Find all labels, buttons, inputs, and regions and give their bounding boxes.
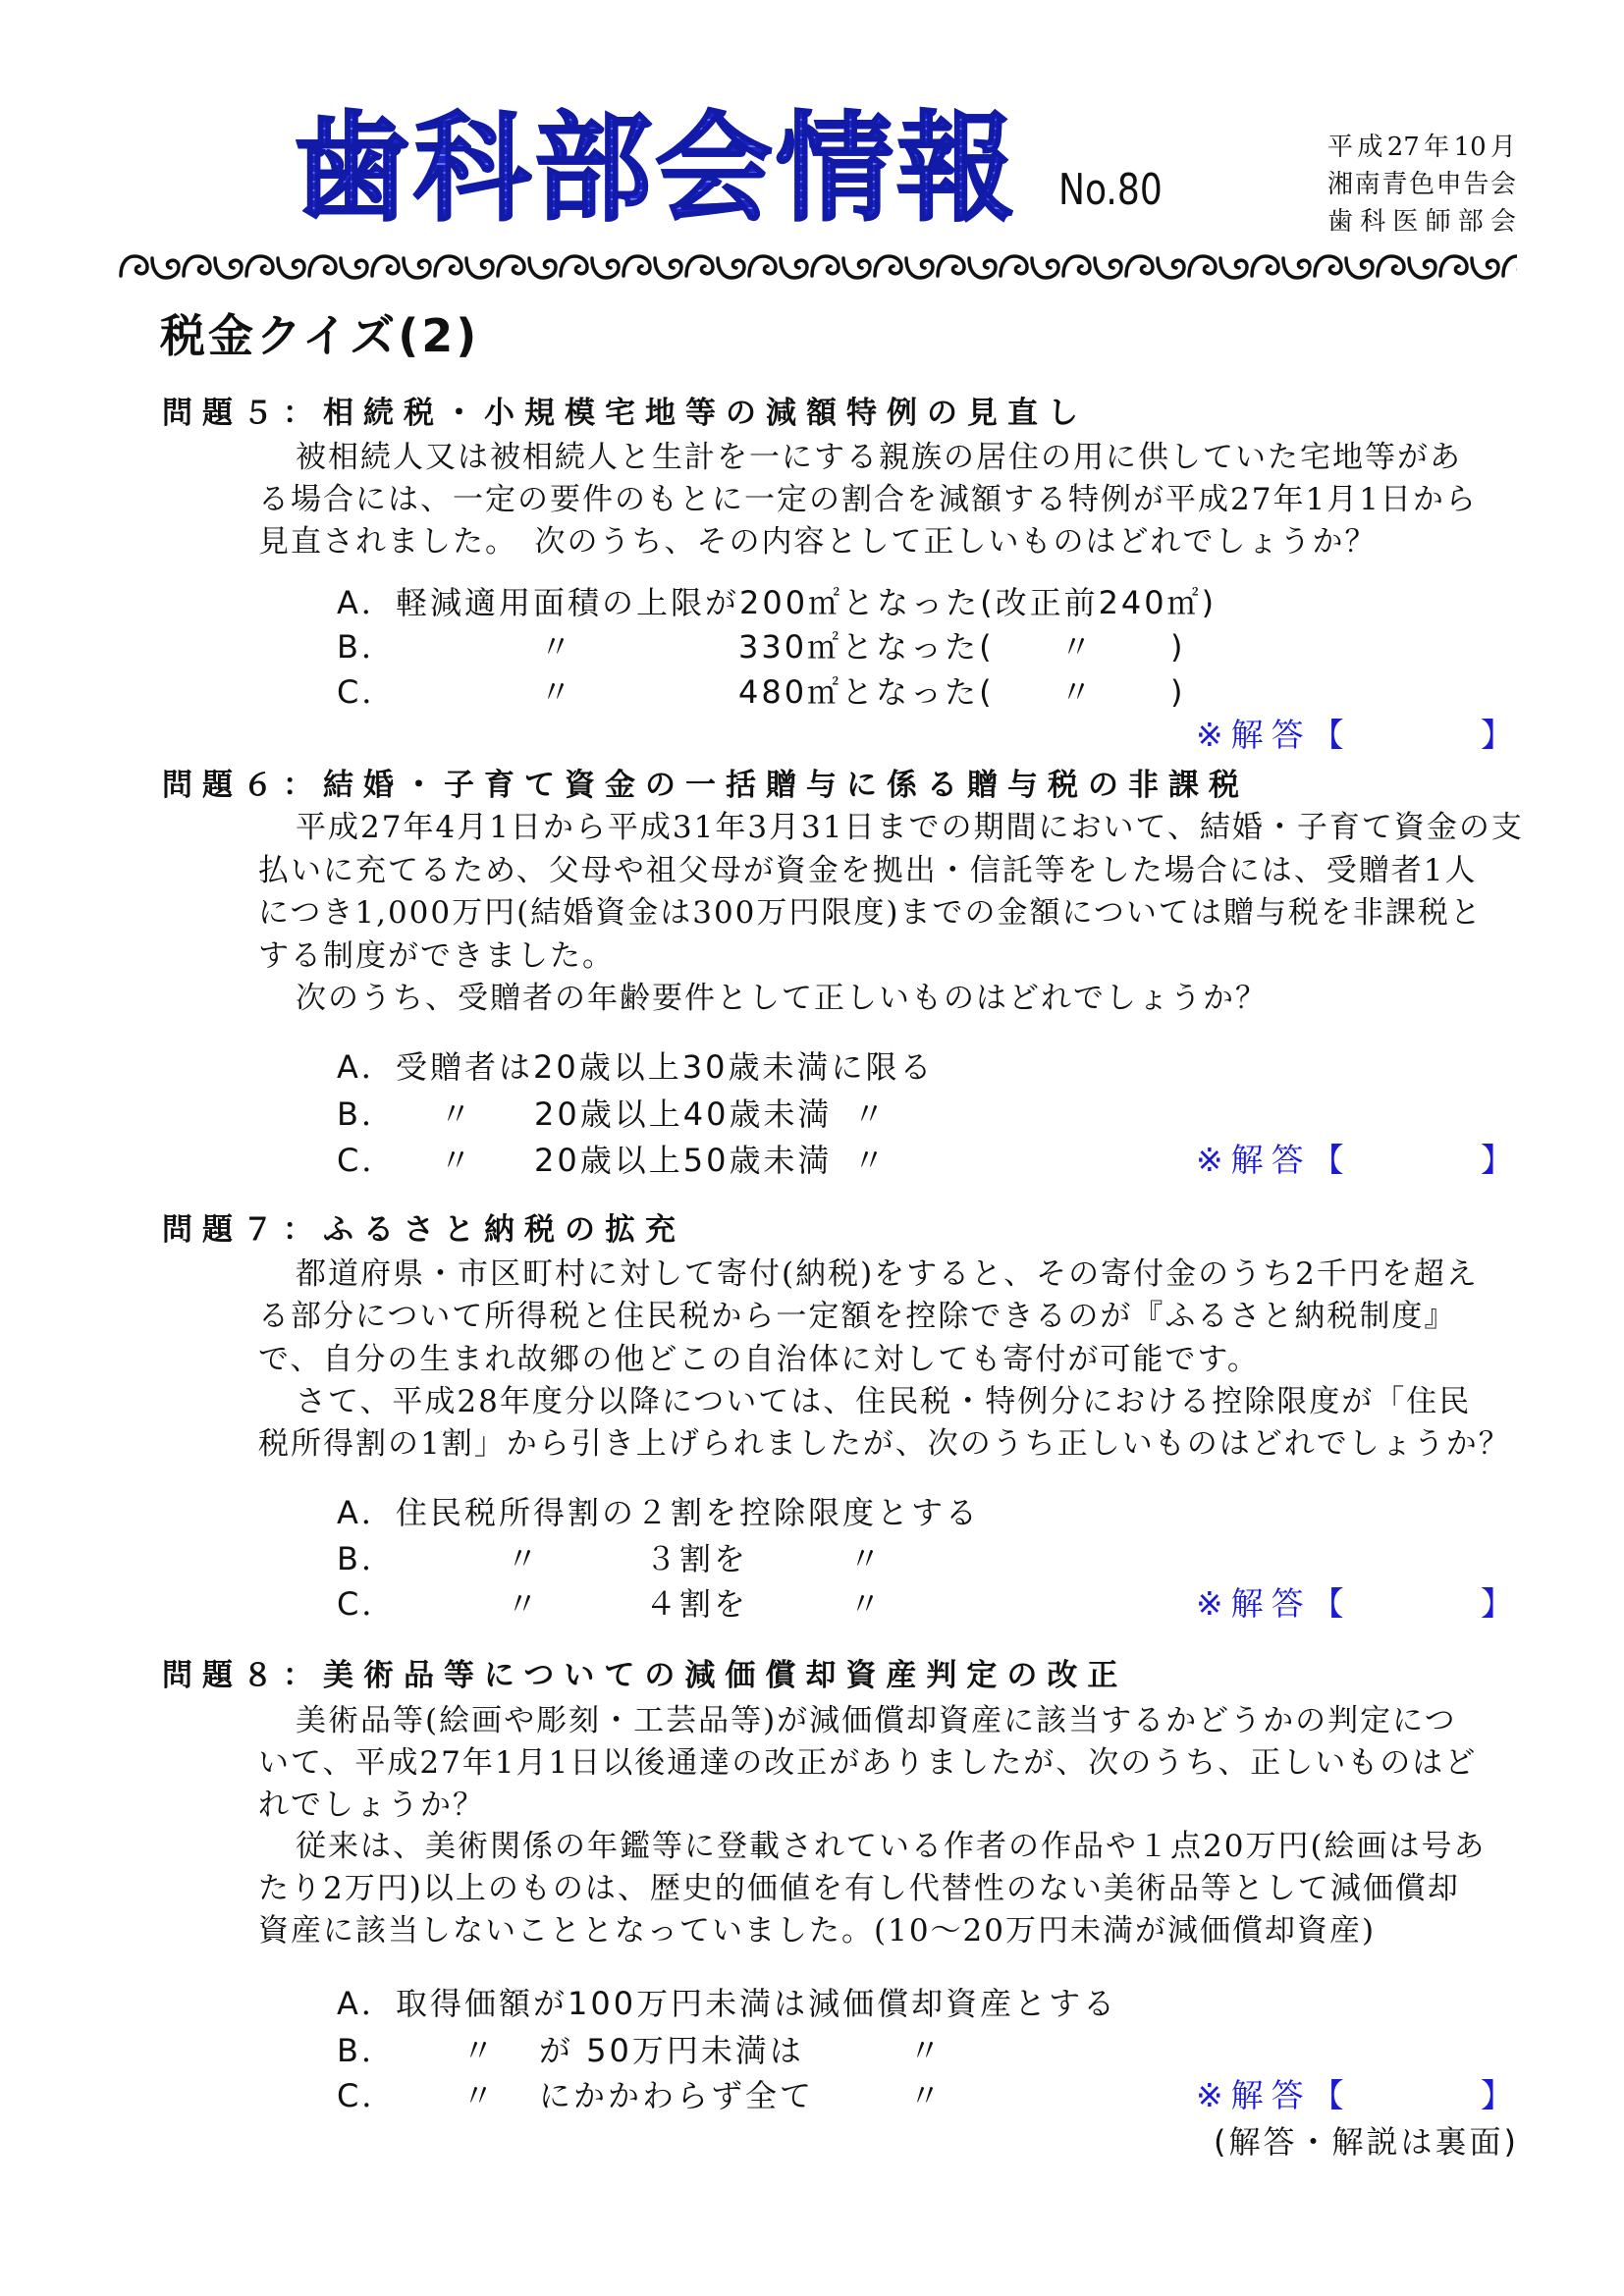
option-label: C． [337, 1142, 397, 1179]
answer-blank-close: 】 [1481, 1584, 1521, 1623]
option-text: ３割を [645, 1540, 749, 1577]
option-text: 20歳以上50歳未満 [534, 1142, 833, 1179]
body-line: につき1,000万円(結婚資金は300万円限度)までの金額については贈与税を非課税と [258, 895, 1483, 931]
answer-blank-open: ※解答【 [1196, 1141, 1352, 1179]
answer-blank-close: 】 [1481, 716, 1521, 754]
option-label: B． [337, 628, 396, 666]
quiz-title: 税金クイズ(2) [160, 309, 480, 362]
body-line: 平成27年4月1日から平成31年3月31日までの期間において、結婚・子育て資金の支 [296, 810, 1524, 845]
body-line: れでしょうか？ [258, 1787, 485, 1823]
question-6-option-b [0, 1092, 1624, 1137]
answer-blank-open: ※解答【 [1196, 2076, 1352, 2114]
body-line: 都道府県・市区町村に対して寄付(納税)をすると、その寄付金のうち2千円を超え [296, 1256, 1479, 1292]
issue-number: No.80 [1058, 165, 1163, 215]
ditto-mark: 〃 [540, 673, 575, 711]
body-line: る部分について所得税と住民税から一定額を控除できるのが『ふるさと納税制度』 [258, 1299, 1457, 1335]
ditto-mark: 〃 [440, 1142, 475, 1179]
question-8-option-c [0, 2073, 1624, 2118]
ditto-mark: 〃 [853, 1142, 889, 1179]
option-text: が 50万円未満は [539, 2032, 804, 2069]
option-text: ) [1170, 673, 1186, 711]
option-text: 20歳以上40歳未満 [534, 1095, 833, 1133]
publisher-info [1327, 129, 1516, 240]
question-5-answer-blank [0, 713, 1624, 758]
ditto-mark: 〃 [849, 1585, 885, 1623]
ditto-mark: 〃 [462, 2077, 498, 2114]
option-text: ) [1170, 628, 1186, 666]
body-line: 税所得割の1割」から引き上げられましたが、次のうち正しいものはどれでしょうか？ [258, 1426, 1511, 1463]
option-label: C． [337, 673, 397, 711]
body-line: いて、平成27年1月1日以後通達の改正がありましたが、次のうち、正しいものはど [258, 1744, 1478, 1781]
ditto-mark: 〃 [909, 2032, 945, 2069]
option-label: A． [337, 584, 396, 621]
body-line: 見直されました。 次のうち、その内容として正しいものはどれでしょうか？ [258, 524, 1378, 560]
question-5-option-c [0, 669, 1624, 715]
ditto-mark: 〃 [462, 2032, 498, 2069]
option-label: A． [337, 1985, 396, 2022]
body-line: 払いに充てるため、父母や祖父母が資金を拠出・信託等をした場合には、受贈者1人 [258, 852, 1478, 888]
option-text: 軽減適用面積の上限が200㎡となった(改正前240㎡) [396, 584, 1218, 621]
question-8-body [258, 1700, 1487, 1952]
option-text: 受贈者は20歳以上30歳未満に限る [396, 1048, 935, 1086]
body-line: で、自分の生まれ故郷の他どこの自治体に対しても寄付が可能です。 [258, 1341, 1260, 1377]
department-name: 歯科医師部会 [1327, 207, 1516, 237]
option-text: 480㎡となった( [738, 673, 995, 711]
decorative-wave-border [118, 252, 1517, 282]
question-8-option-a [0, 1981, 1624, 2026]
answer-blank-close: 】 [1481, 1141, 1521, 1179]
option-label: C． [337, 1585, 397, 1623]
question-7-heading: 問題７：ふるさと納税の拡充 [162, 1212, 685, 1248]
option-text: 取得価額が100万円未満は減価償却資産とする [396, 1985, 1118, 2022]
option-label: B． [337, 2032, 396, 2069]
question-5-body [258, 437, 1478, 563]
option-text: 住民税所得割の２割を控除限度とする [396, 1494, 981, 1531]
ditto-mark: 〃 [849, 1540, 885, 1577]
option-label: B． [337, 1540, 396, 1577]
body-line: る場合には、一定の要件のもとに一定の割合を減額する特例が平成27年1月1日から [258, 482, 1478, 517]
body-line: する制度ができました。 [258, 937, 615, 974]
option-text: 330㎡となった( [738, 628, 995, 666]
question-8-option-b [0, 2028, 1624, 2073]
option-text: ４割を [645, 1585, 749, 1623]
body-line: 美術品等(絵画や彫刻・工芸品等)が減価償却資産に該当するかどうかの判定につ [296, 1703, 1457, 1738]
ditto-mark: 〃 [853, 1095, 889, 1133]
ditto-mark: 〃 [540, 628, 575, 666]
ditto-mark: 〃 [1060, 673, 1096, 711]
newsletter-title: 歯科部会情報 [293, 101, 1017, 238]
issue-date: 平成27年10月 [1327, 133, 1516, 162]
body-line: 従来は、美術関係の年鑑等に登載されている作者の作品や１点20万円(絵画は号あ [296, 1829, 1487, 1865]
question-7-option-b [0, 1536, 1624, 1581]
ditto-mark: 〃 [909, 2077, 945, 2114]
question-7-option-c [0, 1581, 1624, 1627]
question-7-body [258, 1254, 1511, 1466]
option-label: C． [337, 2077, 397, 2114]
organization-name: 湘南青色申告会 [1327, 170, 1516, 199]
body-line: 被相続人又は被相続人と生計を一にする親族の居住の用に供していた宅地等があ [296, 440, 1462, 475]
body-line: たり2万円)以上のものは、歴史的価値を有し代替性のない美術品等として減価償却 [258, 1871, 1460, 1907]
question-6-option-a [0, 1044, 1624, 1090]
question-5-option-b [0, 624, 1624, 669]
body-line: さて、平成28年度分以降については、住民税・特例分における控除限度が「住民 [296, 1383, 1472, 1419]
question-5-option-a [0, 580, 1624, 625]
option-label: A． [337, 1048, 396, 1086]
ditto-mark: 〃 [440, 1095, 475, 1133]
option-text: にかかわらず全て [539, 2077, 815, 2114]
question-6-body [258, 807, 1524, 1021]
answer-blank-close: 】 [1481, 2076, 1521, 2114]
ditto-mark: 〃 [1060, 628, 1096, 666]
question-7-option-a [0, 1490, 1624, 1535]
ditto-mark: 〃 [507, 1540, 542, 1577]
ditto-mark: 〃 [507, 1585, 542, 1623]
question-8-heading: 問題８：美術品等についての減価償却資産判定の改正 [162, 1658, 1128, 1693]
question-6-heading: 問題６：結婚・子育て資金の一括贈与に係る贈与税の非課税 [162, 768, 1249, 803]
footer-note: (解答・解説は裏面) [1214, 2123, 1519, 2161]
body-line: 次のうち、受贈者の年齢要件として正しいものはどれでしょうか？ [296, 981, 1268, 1016]
question-6-option-c [0, 1138, 1624, 1183]
answer-blank-open: ※解答【 [1196, 1584, 1352, 1623]
answer-blank-open: ※解答【 [1196, 716, 1352, 754]
option-label: B． [337, 1095, 396, 1133]
question-5-heading: 問題５：相続税・小規模宅地等の減額特例の見直し [162, 396, 1088, 431]
option-label: A． [337, 1494, 396, 1531]
body-line: 資産に該当しないこととなっていました。(10～20万円未満が減価償却資産) [258, 1912, 1377, 1949]
